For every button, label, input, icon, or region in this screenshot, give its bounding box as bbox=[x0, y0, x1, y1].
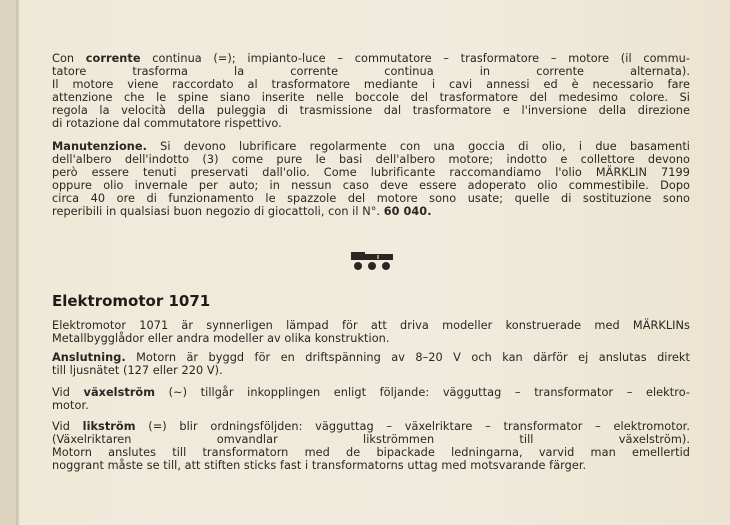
text-segment: Motorn är byggd för en driftspänning av 8–20 V och kan därför ej anslutas direkt bbox=[125, 351, 690, 364]
text-segment: di rotazione dal commutatore rispettivo. bbox=[52, 117, 282, 130]
text-segment: oppure olio invernale per auto; in nessun caso deve essere adoperato olio commestibile. Dopo bbox=[52, 179, 690, 192]
text-line bbox=[52, 433, 690, 446]
text-segment: Vid bbox=[52, 386, 84, 399]
text-line bbox=[52, 205, 690, 218]
text-segment: Il motore viene raccordato al trasformatore mediante i cavi annessi ed è necessario fare bbox=[52, 78, 690, 91]
text-segment: (=) blir ordningsföljden: vägguttag – växelriktare – transformator – elektromotor. bbox=[135, 420, 690, 433]
text-line bbox=[52, 104, 690, 117]
text-segment: continua (=); impianto-luce – commutatore – trasformatore – motore (il commu- bbox=[140, 52, 690, 65]
page-edge bbox=[0, 0, 16, 525]
text-segment: Motorn anslutes till transformatorn med de bipackade ledningarna, varvid man emellertid bbox=[52, 446, 690, 459]
text-line bbox=[52, 78, 690, 91]
text-line bbox=[52, 52, 690, 65]
text-segment: (~) tillgår inkopplingen enligt följande: vägguttag – transformator – elektro- bbox=[155, 386, 690, 399]
bold-text: likström bbox=[82, 420, 136, 433]
text-segment: till ljusnätet (127 eller 220 V). bbox=[52, 364, 223, 377]
text-segment: (Växelriktaren omvandlar likströmmen till växelström). bbox=[52, 433, 690, 446]
bold-text: 60 040. bbox=[383, 205, 432, 218]
text-line bbox=[52, 332, 690, 345]
text-segment: tatore trasforma la corrente continua in corrente alternata). bbox=[52, 65, 690, 78]
bold-text: Manutenzione. bbox=[52, 140, 147, 153]
locomotive-icon bbox=[350, 250, 394, 272]
text-line bbox=[52, 91, 690, 104]
text-line bbox=[52, 399, 690, 412]
text-segment: Vid bbox=[52, 420, 83, 433]
text-segment: reperibili in qualsiasi buon negozio di giocattoli, con il N°. bbox=[52, 205, 384, 218]
bold-text: Anslutning. bbox=[52, 351, 126, 364]
text-segment: noggrant måste se till, att stiften sticks fast i transformatorns uttag med motsvarande färger. bbox=[52, 459, 587, 472]
text-line bbox=[52, 319, 690, 332]
text-segment: regola la velocità della puleggia di trasmissione dal trasformatore e l'inversione della direzione bbox=[52, 104, 690, 117]
text-segment: Metallbygglådor eller andra modeller av olika konstruktion. bbox=[52, 332, 390, 345]
text-segment: Con bbox=[52, 52, 86, 65]
text-line bbox=[52, 65, 690, 78]
section-heading: Elektromotor 1071 bbox=[52, 292, 211, 310]
text-line bbox=[52, 117, 690, 130]
text-segment: motor. bbox=[52, 399, 89, 412]
text-segment: dell'albero dell'indotto (3) come pure le basi dell'albero motore; indotto e collettore devono bbox=[52, 153, 690, 166]
text-line bbox=[52, 192, 690, 205]
text-line bbox=[52, 351, 690, 364]
text-line bbox=[52, 459, 690, 472]
text-segment: attenzione che le spine siano inserite nelle boccole del trasformatore del medesimo colore. Si bbox=[52, 91, 690, 104]
text-segment: Elektromotor 1071 är synnerligen lämpad för att driva modeller konstruerade med MÄRKLINs bbox=[52, 319, 690, 332]
bold-text: corrente bbox=[85, 52, 141, 65]
text-segment: circa 40 ore di funzionamento le spazzole del motore sono usate; quelle di sostituzione sono bbox=[52, 192, 690, 205]
text-line bbox=[52, 166, 690, 179]
text-line bbox=[52, 179, 690, 192]
text-line bbox=[52, 386, 690, 399]
text-line bbox=[52, 420, 690, 433]
bold-text: växelström bbox=[83, 386, 156, 399]
text-line bbox=[52, 446, 690, 459]
text-line bbox=[52, 364, 690, 377]
text-segment: però essere tenuti preservati dall'olio. Come lubrificante raccomandiamo l'olio MÄRKLIN 7199 bbox=[52, 166, 690, 179]
text-line bbox=[52, 153, 690, 166]
text-line bbox=[52, 140, 690, 153]
text-segment: Si devono lubrificare regolarmente con una goccia di olio, i due basamenti bbox=[146, 140, 690, 153]
